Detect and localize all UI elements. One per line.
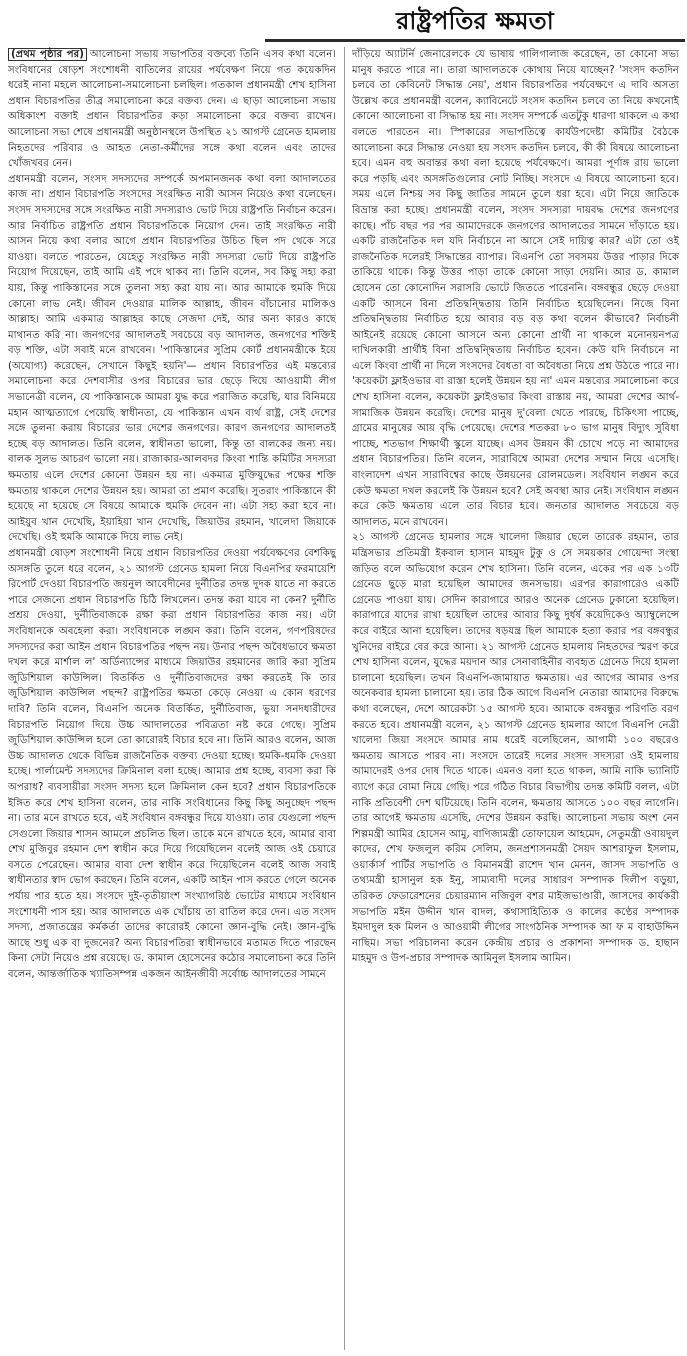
paragraph-text: আলোচনা সভায় সভাপতির বক্তব্যে তিনি এসব কথা বলেন। সংবিধানের ষোড়শ সংশোধনী বাতিলের রায়ের পর্যবেক্ষণ নিয়ে গত কয়েকদিন ধরেই নানা মহলে আলোচনা-সমালোচনা চলছিল। গতকাল প্রধানমন্ত্রী শেখ হাসিনা প্রধান বিচারপতির তীব্র সমালোচনা করে বক্তব্য দেন। এ ছাড়া আলোচনা সভায় অধিকাংশ বক্তাই প্রধান বিচারপতির কড়া সমালোচনা করে বক্তব্য রাখেন। আলোচনা সভা শেষে প্রধানমন্ত্রী অনুষ্ঠানস্থলে উপস্থিত ২১ আগস্ট গ্রেনেড হামলায় নিহতদের পরিবার ও আহত নেতা-কর্মীদের সঙ্গে কথা বলেন এবং তাদের খোঁজখবর নেন। <box>8 49 336 170</box>
headline-rule <box>265 39 685 42</box>
continuation-tag: (প্রথম পৃষ্ঠার পর) <box>8 48 87 61</box>
headline: রাষ্ট্রপতির ক্ষমতা <box>396 7 554 35</box>
column-divider <box>344 47 345 1350</box>
article-column-left <box>8 47 336 1350</box>
article-paragraph <box>8 47 336 172</box>
article-paragraph: দাঁড়িয়ে অ্যাটর্নি জেনারেলকে যে ভাষায় গালিগালাজ করেছেন, তা কোনো সভ্য মানুষ করতে পারে না। তারা আদালতকে কোথায় নিয়ে যাচ্ছেন? 'সংসদ কতদিন চলবে তা কেবিনেট সিদ্ধান্ত নেয়', প্রধান বিচারপতির পর্যবেক্ষণে এ দাবি অসত্য উল্লেখ করে প্রধানমন্ত্রী বলেন, ক্যাবিনেটে সংসদ কতদিন চলবে তা নিয়ে কখনোই কোনো আলোচনা বা সিদ্ধান্ত হয় না। সংসদ সম্পর্কে এতটুকু ধারণা থাকলে এ কথা বলতে পারতেন না। স্পিকারের সভাপতিত্বে কার্যউপদেষ্টা কমিটির বৈঠকে আলোচনা করে সিদ্ধান্ত নেওয়া হয় সংসদ কতদিন চলবে, কী কী বিষয়ে আলোচনা হবে। এমন বহু অবান্তর কথা বলা হয়েছে পর্যবেক্ষণে। আমরা পূর্ণাঙ্গ রায় ভালো করে পড়ছি এবং অসঙ্গতিগুলোর নোট নিচ্ছি। সংসদে এ বিষয়ে আলোচনা হবে। সময় এলে নিশ্চয় সব কিছু জাতির সামনে তুলে ধরা হবে। এটা নিয়ে জাতিকে বিভ্রান্ত করা হচ্ছে। প্রধানমন্ত্রী বলেন, সংসদ সদস্যরা দায়বদ্ধ দেশের জনগণের কাছে। পাঁচ বছর পর পর আমাদেরকে জনগণের আদালতের সামনে দাঁড়াতে হয়। একটি রাজনৈতিক দল যদি নির্বাচনে না আসে সেই দায়িত্ব কার? এটা তো ওই রাজনৈতিক দলেরই সিদ্ধান্তের ব্যাপার। বিএনপি তো সবসময় উত্তর পাড়ার দিকে তাকিয়ে থাকে। কিন্তু উত্তর পাড়া তাকে কোনো সাড়া দেয়নি। আর ড. কামাল হোসেন তো কোনোদিন সরাসরি ভোটে জিততে পারেননি। বঙ্গবন্ধুর ছেড়ে দেওয়া একটি আসনে বিনা প্রতিদ্বন্দ্বিতায় তিনি নির্বাচিত হয়েছিলেন। নিজে বিনা প্রতিদ্বন্দ্বিতায় নির্বাচিত হয়ে আবার বড় বড় কথা বলেন কীভাবে? নির্বাচনী আইনেই রয়েছে কোনো আসনে অন্য কোনো প্রার্থী না থাকলে মনোনয়নপত্র দাখিলকারী প্রার্থীই বিনা প্রতিদ্বন্দ্বিতায় নির্বাচিত হবেন। কেউ যদি নির্বাচনে না এলে কিংবা প্রার্থী না দিলে সংসদের বৈধতা বা অবৈধতা নিয়ে প্রশ্ন উঠতে পারে না। <box>352 49 679 372</box>
article-paragraph: 'কয়েকটা ফ্লাইওভার বা রাস্তা হলেই উন্নয়ন হয় না' এমন মন্তব্যের সমালোচনা করে শেখ হাসিনা বলেন, কয়েকটা ফ্লাইওভার কিংবা রাস্তায় নয়, আমরা দেশের আর্থ-সামাজিক উন্নয়ন করেছি। দেশের মানুষ দু'বেলা খেতে পারছে, চিকিৎসা পাচ্ছে, গ্রামের মানুষের আয় বৃদ্ধি পেয়েছে। দেশের শতকরা ৮০ ভাগ মানুষ বিদ্যুৎ সুবিধা পাচ্ছে, শতভাগ শিক্ষার্থী স্কুলে যাচ্ছে। এসব উন্নয়ন কী চোখে পড়ে না আমাদের প্রধান বিচারপতির। তিনি বলেন, সারাবিশ্বে আমরা দেশের সম্মান নিয়ে এসেছি। বাংলাদেশ এখন সারাবিশ্বের কাছে উন্নয়নের রোলমডেল। সংবিধান লঙ্ঘন করে কেউ ক্ষমতা দখল করলেই কি উন্নয়ন হবে? সেই অবস্থা আর নেই। সংবিধান লঙ্ঘন করে কেউ ক্ষমতায় এলে তার বিচার হবে। জনতার আদালত সবচেয়ে বড় আদালত, মনে রাখবেন। <box>352 376 679 528</box>
article-column-right <box>352 47 679 1350</box>
article-paragraph: ২১ আগস্ট গ্রেনেড হামলার সঙ্গে খালেদা জিয়ার ছেলে তারেক রহমান, তার মন্ত্রিসভার প্রতিমন্ত্রী ইকবাল হাসান মাহমুদ টুকু ও সে সময়কার গোয়েন্দা সংস্থা জড়িত বলে অভিযোগ করেন শেখ হাসিনা। তিনি বলেন, একের পর এক ১৩টি গ্রেনেড ছুড়ে মারা হয়েছিল আমাদের জনসভায়। এরপর কারাগারেও একটি গ্রেনেড পাওয়া যায়। সেদিন কারাগারে আরও অনেক গ্রেনেড ঢুকানো হয়েছিল। কারাগারে যাদের রাখা হয়েছিল তাদের আবার কিছু দুর্ধর্ষ কয়েদিকেও অ্যাম্বুলেন্সে করে বাইরে আনা হয়েছিল। তাদের ষড়যন্ত্র ছিল আমাকে হত্যা করার পর বঙ্গবন্ধুর খুনিদের বাইরে বের করে আনা। ২১ আগস্ট গ্রেনেড হামলায় নিহতদের স্মরণ করে শেখ হাসিনা বলেন, যুদ্ধের ময়দান আর সেনাবাহিনীর ব্যবহৃত গ্রেনেড দিয়ে হামলা চালানো হয়েছিল। তখন বিএনপি-জামায়াত ক্ষমতায়। এর আগের আমার ওপর অনেকবার হামলা চালানো হয়। তার ঠিক আগে বিএনপি নেতারা আমাদের বিরুদ্ধে কথা বলেছেন, দেশে আরেকটা ১৫ আগস্ট হবে। আমাকে বঙ্গবন্ধুর পরিণতি বরণ করতে হবে। প্রধানমন্ত্রী বলেন, ২১ আগস্ট গ্রেনেড হামলার আগে বিএনপি নেত্রী খালেদা জিয়া সংসদে আমার নাম ধরেই বলেছিলেন, আগামী ১০০ বছরেও ক্ষমতায় আসতে পারব না। সংসদে তারেই দলের সংসদ সদস্যরা ওই হামলায় আমাদেরই ওপর দোষ দিতে থাকে। এমনও বলা হতে থাকল, আমি নাকি ভ্যানিটি ব্যাগে করে বোমা নিয়ে গেছি। পরে গঠিত বিচার বিভাগীয় তদন্ত কমিটি বলল, এটা নাকি প্রতিবেশী দেশ ঘটিয়েছে। তিনি বলেন, ক্ষমতায় আসতে ১০০ বছর লাগেনি। তার আগেই ক্ষমতায় এসেছি, দেশের উন্নয়ন করছি। আলোচনা সভায় অংশ নেন শিল্পমন্ত্রী আমির হোসেন আমু, বাণিজ্যমন্ত্রী তোফায়েল আহমেদ, সেতুমন্ত্রী ওবায়দুল কাদের, শেখ ফজলুল করিম সেলিম, জনপ্রশাসনমন্ত্রী সৈয়দ আশরাফুল ইসলাম, ওয়ার্কার্স পার্টির সভাপতি ও বিমানমন্ত্রী রাশেদ খান মেনন, জাসদ সভাপতি ও তথ্যমন্ত্রী হাসানুল হক ইনু, সাম্যবাদী দলের সাধারণ সম্পাদক দিলীপ বড়ুয়া, তরিকত ফেডারেশনের চেয়ারম্যান নজিবুল বশর মাইজভাণ্ডারী, জাসদের কার্যকরী সভাপতি মইন উদ্দীন খান বাদল, কথাসাহিত্যিক ও কালের কণ্ঠের সম্পাদক ইমদাদুল হক মিলন ও আওয়ামী লীগের সাংগঠনিক সম্পাদক আ ফ ম বাহাউদ্দিন নাছিম। সভা পরিচালনা করেন কেন্দ্রীয় প্রচার ও প্রকাশনা সম্পাদক ড. হাছান মাহমুদ ও উপ-প্রচার সম্পাদক আমিনুল ইসলাম আমিন। <box>352 532 679 965</box>
article-paragraph: প্রধানমন্ত্রী ষোড়শ সংশোধনী নিয়ে প্রধান বিচারপতির দেওয়া পর্যবেক্ষণের বেশকিছু অসঙ্গতি তুলে ধরে বলেন, ২১ আগস্ট গ্রেনেড হামলা নিয়ে বিএনপির ফরমায়েশি রিপোর্ট দেওয়া বিচারপতি জয়নুল আবেদীনের দুর্নীতির তদন্ত দুদক যাতে না করতে পারে সেজন্যে প্রধান বিচারপতি চিঠি লিখলেন। তদন্ত করা যাবে না কেন? দুর্নীতি প্রশ্রয় দেওয়া, দুর্নীতিবাজকে রক্ষা করা প্রধান বিচারপতির কাজ নয়। এটা সংবিধানকে অবহেলা করা। সংবিধানকে লঙ্ঘন করা। তিনি বলেন, গণপরিষদের সদস্যদের করা আইন প্রধান বিচারপতির পছন্দ নয়। উনার পছন্দ অবৈধভাবে ক্ষমতা দখল করে মার্শাল ল' অর্ডিন্যান্সের মাধ্যমে জিয়াউর রহমানের জারি করা সুপ্রিম জুডিশিয়াল কাউন্সিল। বিতর্কিত ও দুর্নীতিবাজদের রক্ষা করতেই কি তার জুডিশিয়াল কাউন্সিল পছন্দ? রাষ্ট্রপতির ক্ষমতা কেড়ে নেওয়া এ কোন ধরণের দাবি? তিনি বলেন, বিএনপি অনেক বিতর্কিত, দুর্নীতিবাজ, ভুয়া সনদধারীদের বিচারপতি নিয়োগ দিয়ে উচ্চ আদালতের পবিত্রতা নষ্ট করে গেছে। সুপ্রিম জুডিশিয়াল কাউন্সিল হলে তো কারোরই বিচার হবে না। তিনি আরও বলেন, আজ উচ্চ আদালত থেকে বিভিন্ন রাজনৈতিক বক্তব্য দেওয়া হচ্ছে। হুমকি-ধমকি দেওয়া হচ্ছে। পার্লামেন্ট সদস্যদের ক্রিমিনাল বলা হচ্ছে। আমার প্রশ্ন হচ্ছে, ব্যবসা করা কি অপরাধ? ব্যবসায়ীরা সংসদ সদস্য হলে ক্রিমিনাল কেন হবে? প্রধান বিচারপতিকে ইঙ্গিত করে শেখ হাসিনা বলেন, তার নাকি সংবিধানের কিছু কিছু অনুচ্ছেদ পছন্দ না। তার মনে রাখতে হবে, এই সংবিধান বঙ্গবন্ধুর দিয়ে যাওয়া। তার যেগুলো পছন্দ সেগুলো জিয়ার শাসন আমলে প্রচলিত ছিল। তাকে মনে রাখতে হবে, আমার বাবা শেখ মুজিবুর রহমান দেশ স্বাধীন করে দিয়ে গিয়েছিলেন বলেই আজ ওই চেয়ারে বসতে পেরেছেন। আমার বাবা দেশ স্বাধীন করে দিয়েছিলেন বলেই আজ সবাই স্বাধীনতার স্বাদ ভোগ করছেন। তিনি বলেন, একটি আইন পাস করতে গেলে অনেক পর্যায় পার হতে হয়। সংসদে দুই-তৃতীয়াংশ সংখ্যাগরিষ্ঠ ভোটের মাধ্যমে সংবিধান সংশোধনী পাস হয়। আর আদালতে এক খোঁচায় তা বাতিল করে দেন। এত সংসদ সদস্য, প্রজাতন্ত্রের কর্মকর্তা তাদের কারোরই কোনো জ্ঞান-বুদ্ধি নেই। জ্ঞান-বুদ্ধি আছে শুধু এক বা দুজনের? অন্য বিচারপতিরা স্বাধীনভাবে মতামত দিতে পারছেন কিনা সেটা নিয়েও প্রশ্ন রয়েছে। ড. কামাল হোসেনের কঠোর সমালোচনা করে তিনি বলেন, আন্তর্জাতিক খ্যাতিসম্পন্ন একজন আইনজীবী সর্বোচ্চ আদালতের সামনে <box>8 548 336 981</box>
article-paragraph: প্রধানমন্ত্রী বলেন, সংসদ সদস্যদের সম্পর্কে অপমানজনক কথা বলা আদালতের কাজ না। প্রধান বিচারপতি সংসদের সংরক্ষিত নারী আসন নিয়েও কথা বলেছেন। সংসদ সদস্যদের সঙ্গে সংরক্ষিত নারী সদস্যরাও ভোট দিয়ে রাষ্ট্রপতি নির্বাচন করেন। আর নির্বাচিত রাষ্ট্রপতি প্রধান বিচারপতিকে নিয়োগ দেন। তাই সংরক্ষিত নারী আসন নিয়ে কথা বলার আগে প্রধান বিচারপতির উচিত ছিল পদ থেকে সরে যাওয়া। বলতে পারতেন, যেহেতু সংরক্ষিত নারী সদস্যরা ভোট দিয়ে রাষ্ট্রপতি নিয়োগ দিয়েছেন, তাই আমি এই পদে থাকব না। তিনি বলেন, সব কিছু সহ্য করা যায়, কিন্তু পাকিস্তানের সঙ্গে তুলনা সহ্য করা যায় না। আর আমাকে হুমকি দিয়ে কোনো লাভ নেই। জীবন দেওয়ার মালিক আল্লাহ, জীবন বাঁচানোর মালিকও আল্লাহ। আমি একমাত্র আল্লাহর কাছে সেজদা দেই, আর অন্য কারও কাছে মাথানত করি না। জনগণের আদালতই সবচেয়ে বড় আদালত, জনগণের শক্তিই বড় শক্তি, এটা সবাই মনে রাখবেন। 'পাকিস্তানের সুপ্রিম কোর্ট প্রধানমন্ত্রীকে ইয়ে (অযোগ্য) করেছেন, সেখানে কিছুই হয়নি'— প্রধান বিচারপতির এই মন্তব্যের সমালোচনা করে দেশবাসীর ওপর বিচারের ভার ছেড়ে দিয়ে আওয়ামী লীগ সভানেত্রী বলেন, যে পাকিস্তানকে আমরা যুদ্ধ করে পরাজিত করেছি, যার বিনিময়ে মহান আত্মত্যাগে পেয়েছি স্বাধীনতা, যে পাকিস্তান এখন ব্যর্থ রাষ্ট্র, সেই দেশের সঙ্গে তুলনা করায় বিচারের ভার দেশের জনগণের। কারণ জনগণের আদালতই হচ্ছে বড় আদালত। তিনি বলেন, স্বাধীনতা ভালো, কিন্তু তা বালকের জন্য নয়। বালক সুলভ আচরণ ভালো নয়। রাজাকার-আলবদর কিংবা শান্তি কমিটির সদস্যরা ক্ষমতায় এলে দেশের কোনো উন্নয়ন হয় না। একমাত্র মুক্তিযুদ্ধের পক্ষের শক্তি ক্ষমতায় থাকলে দেশের উন্নয়ন হয়। আমরা তা প্রমাণ করেছি। সুতরাং পাকিস্তানে কী হয়েছে না হয়েছে সে বিষয়ে আমাকে হুমকি দেবেন না। এটা সহ্য করা হবে না। আইয়ুব খান দেখেছি, ইয়াহিয়া খান দেখেছি, জিয়াউর রহমান, খালেদা জিয়াকে দেখেছি। ওই হুমকি আমাকে দিয়ে লাভ নেই। <box>8 173 336 544</box>
headline-block <box>265 4 685 42</box>
